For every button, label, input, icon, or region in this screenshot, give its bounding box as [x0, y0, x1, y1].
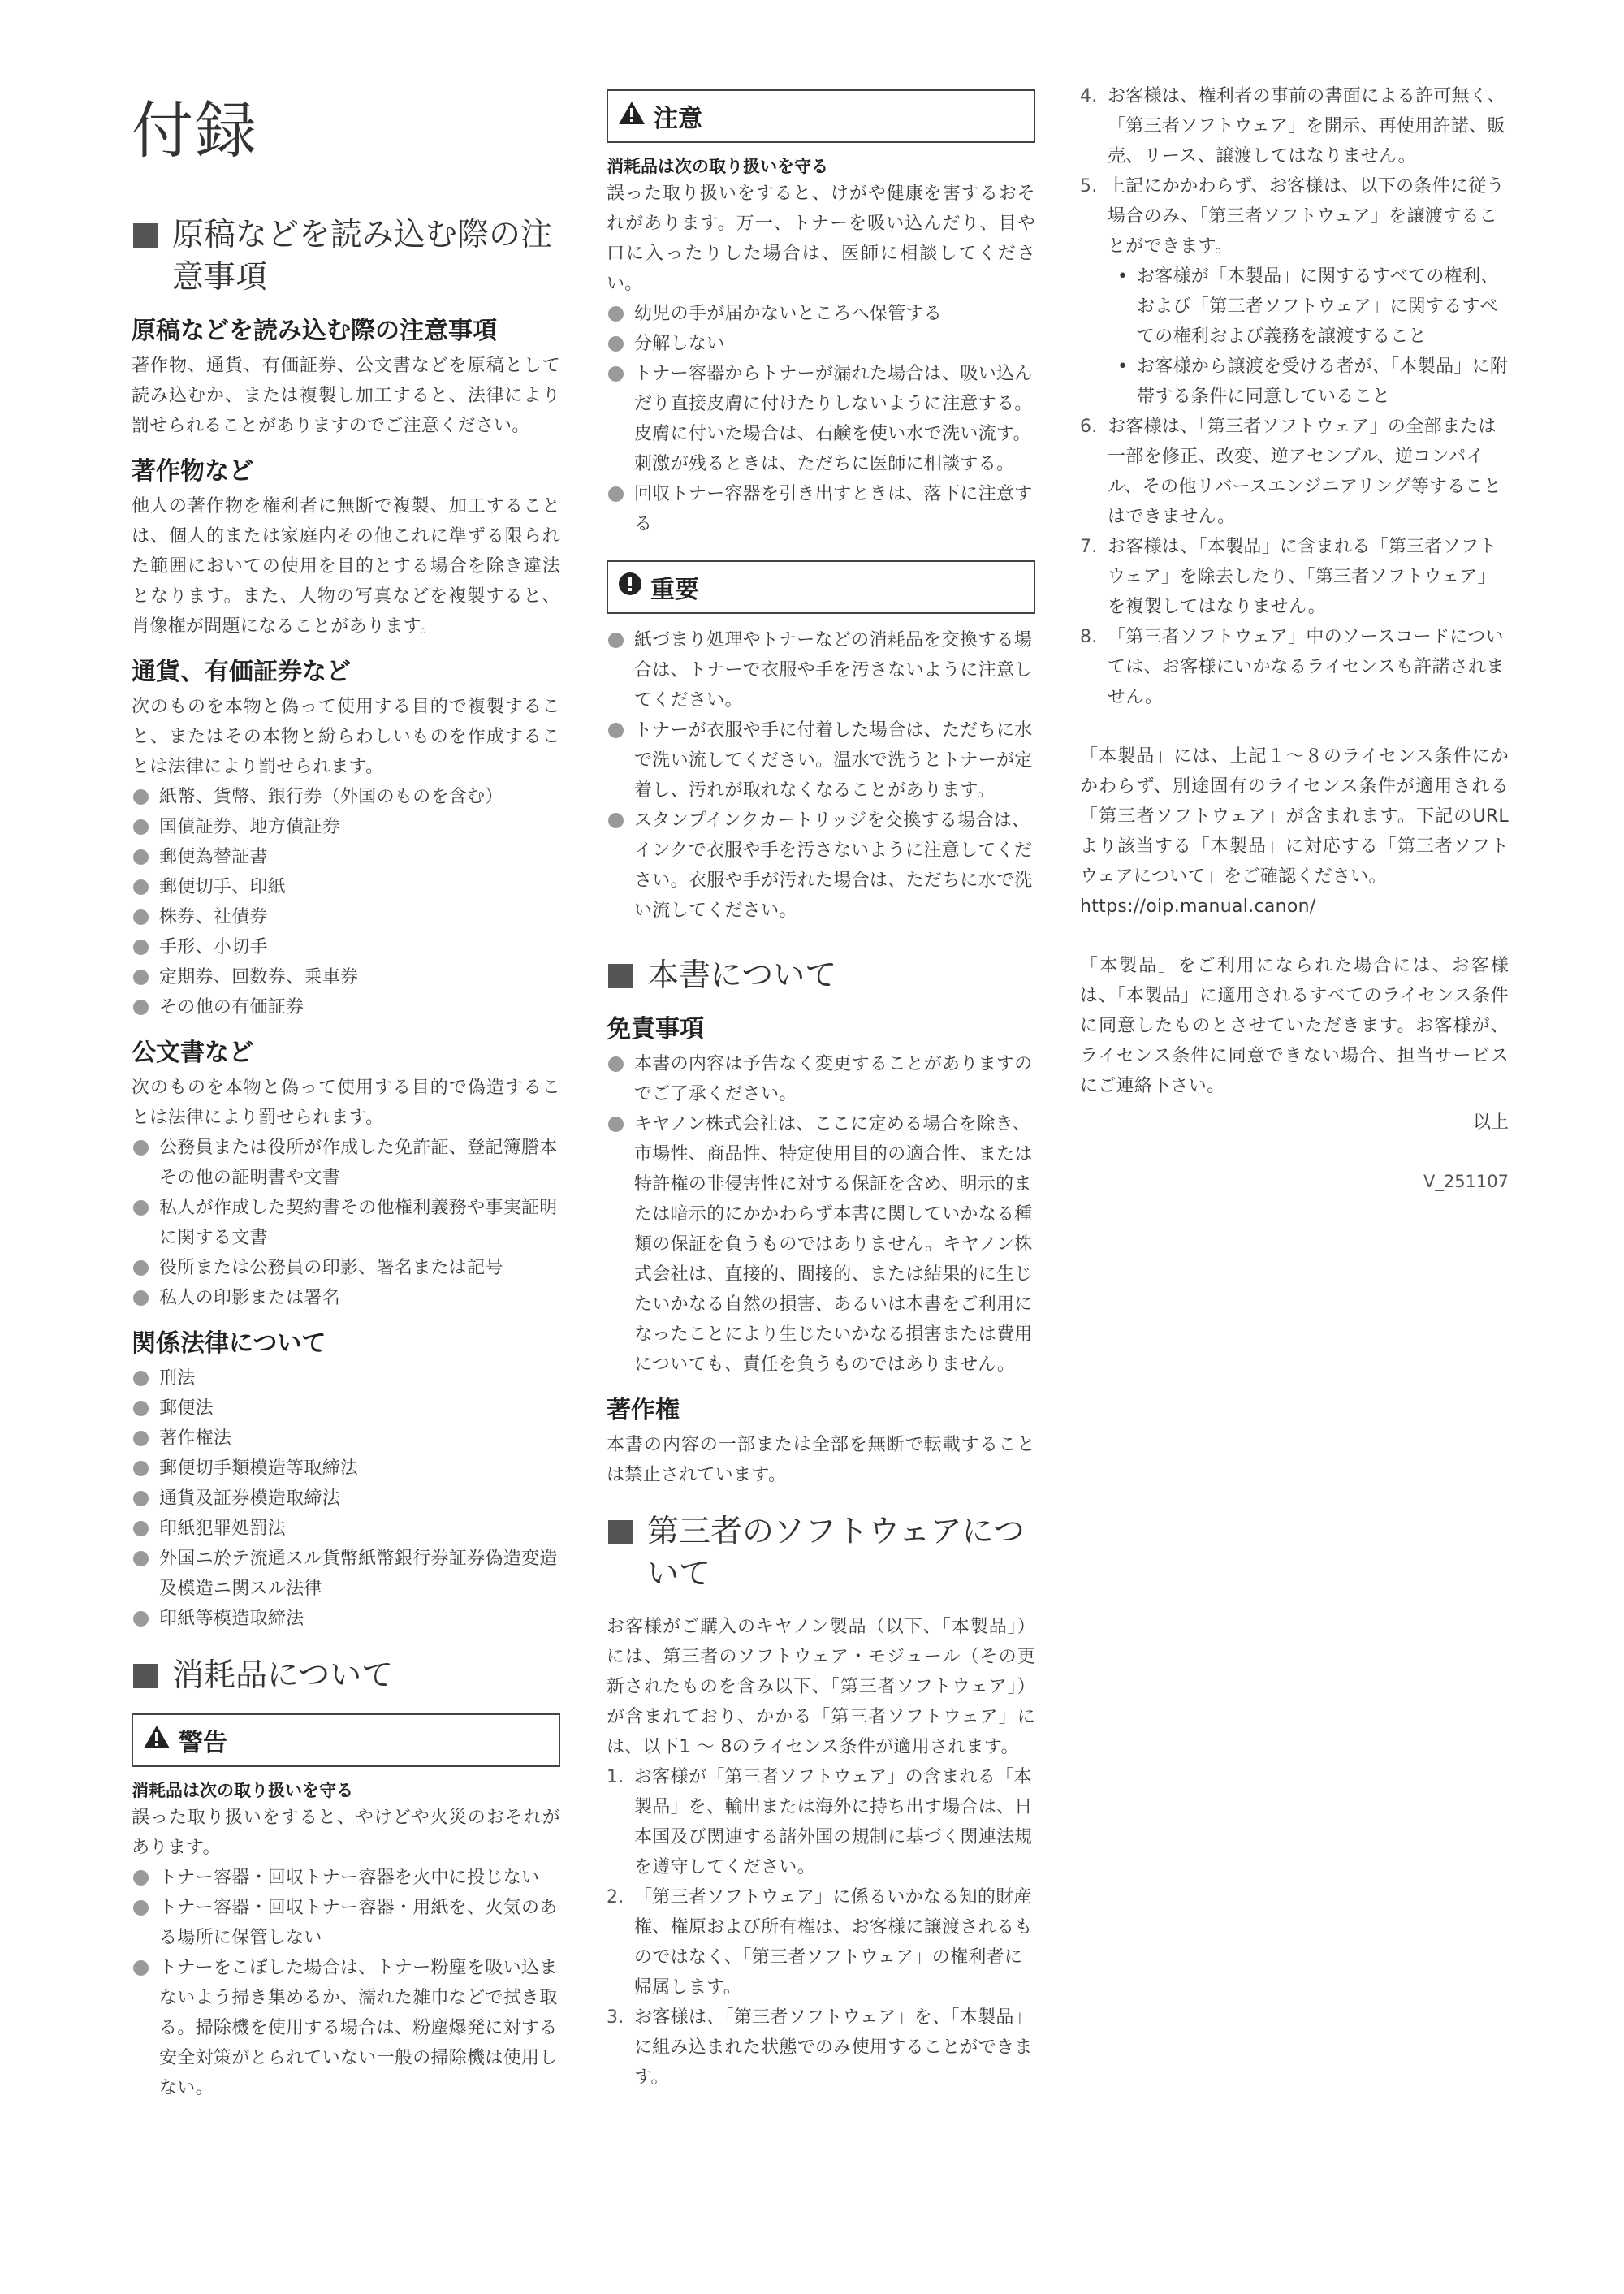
paragraph-warning: 誤った取り扱いをすると、やけどや火災のおそれがあります。 — [132, 1808, 560, 1858]
section-title-scanning: 原稿などを読み込む際の注意事項 — [132, 214, 560, 299]
paragraph-public-documents: 次のものを本物と偽って使用する目的で偽造することは法律により罰せられます。 — [132, 1078, 560, 1128]
heading-scanning-notes: 原稿などを読み込む際の注意事項 — [132, 317, 497, 345]
list-item: 7. お客様は、「本製品」に含まれる「第三者ソフトウェア」を除去したり、「第三者ソフトウェア」を複製してはなりません。 — [1080, 537, 1497, 617]
paragraph-currency: 次のものを本物と偽って使用する目的で複製すること、またはその本物と紛らわしいものを作成することは法律により罰せられます。 — [132, 697, 560, 777]
heading-public-documents: 公文書など — [132, 1039, 253, 1067]
list-item: その他の有価証券 — [132, 992, 560, 1022]
square-marker-icon — [133, 1664, 158, 1688]
license-terms-list-continued — [1080, 81, 1509, 712]
list-item: 国債証券、地方債証券 — [132, 812, 560, 842]
warning-triangle-icon — [618, 101, 646, 132]
heading-warning-handling: 消耗品は次の取り扱いを守る — [132, 1781, 353, 1800]
list-item: 3. お客様は、「第三者ソフトウェア」を、「本製品」に組み込まれた状態でのみ使用することができます。 — [607, 2007, 1033, 2088]
heading-copyright: 著作権 — [607, 1396, 680, 1424]
list-item: 郵便法 — [132, 1393, 560, 1423]
list-item: • お客様が「本製品」に関するすべての権利、および「第三者ソフトウェア」に関するすべての権利および義務を譲渡すること — [1108, 261, 1509, 352]
paragraph-copyrighted-works: 他人の著作物を権利者に無断で複製、加工することは、個人的または家庭内その他これに準ずる限られた範囲においての使用を目的とする場合を除き違法となります。また、人物の写真などを複製すると、肖像権が問題になることがあります。 — [132, 496, 560, 637]
public-documents-list — [132, 1133, 560, 1313]
list-item: トナー容器からトナーが漏れた場合は、吸い込んだり直接皮膚に付けたりしないように注意する。皮膚に付いた場合は、石鹸を使い水で洗い流す。刺激が残るときは、ただちに医師に相談する。 — [607, 359, 1035, 479]
paragraph-license-agreement: 「本製品」をご利用になられた場合には、お客様は、「本製品」に適用されるすべてのライセンス条件に同意したものとさせていただきます。お客様が、ライセンス条件に同意できない場合、担当サービスにご連絡下さい。 — [1080, 956, 1509, 1096]
list-item: 役所または公務員の印影、署名または記号 — [132, 1253, 560, 1283]
exclamation-circle-icon — [618, 572, 642, 603]
list-item: 外国ニ於テ流通スル貨幣紙幣銀行券証券偽造変造及模造ニ関スル法律 — [132, 1544, 560, 1604]
caution-box — [607, 89, 1035, 143]
list-item: 刑法 — [132, 1363, 560, 1393]
list-item: 公務員または役所が作成した免許証、登記簿謄本その他の証明書や文書 — [132, 1133, 560, 1193]
list-item: 6. お客様は、「第三者ソフトウェア」の全部または一部を修正、改変、逆アセンブル、逆コンパイル、その他リバースエンジニアリング等することはできません。 — [1080, 417, 1502, 527]
list-item: 幼児の手が届かないところへ保管する — [607, 299, 1035, 329]
important-list — [607, 625, 1035, 926]
closing-text: 以上 — [1472, 1112, 1509, 1133]
list-item: 株券、社債券 — [132, 902, 560, 932]
disclaimer-list — [607, 1049, 1035, 1380]
list-item: トナー容器・回収トナー容器を火中に投じない — [132, 1863, 560, 1893]
list-item: 本書の内容は予告なく変更することがありますのでご了承ください。 — [607, 1049, 1035, 1109]
column-2 — [607, 81, 1035, 2093]
heading-copyrighted-works: 著作物など — [132, 457, 253, 486]
square-marker-icon — [608, 964, 633, 988]
square-marker-icon — [608, 1520, 633, 1544]
heading-disclaimer: 免責事項 — [607, 1015, 704, 1043]
heading-currency: 通貨、有価証券など — [132, 658, 351, 686]
list-item: 紙幣、貨幣、銀行券（外国のものを含む） — [132, 782, 560, 812]
page-title: 付録 — [132, 94, 258, 166]
list-item: トナーをこぼした場合は、トナー粉塵を吸い込まないよう掃き集めるか、濡れた雑巾などで拭き取る。掃除機を使用する場合は、粉塵爆発に対する安全対策がとられていない一般の掃除機は使用しない。 — [132, 1953, 560, 2103]
list-item: • お客様から譲渡を受ける者が、「本製品」に附帯する条件に同意していること — [1108, 352, 1509, 412]
list-item: 定期券、回数券、乗車券 — [132, 962, 560, 992]
caution-label: 注意 — [654, 105, 702, 133]
section-title-about-manual: 本書について — [607, 955, 1035, 997]
important-box — [607, 560, 1035, 614]
important-label: 重要 — [650, 576, 699, 604]
list-item: 私人の印影または署名 — [132, 1283, 560, 1313]
list-item: 紙づまり処理やトナーなどの消耗品を交換する場合は、トナーで衣服や手を汚さないように注意してください。 — [607, 625, 1035, 715]
column-3 — [1080, 81, 1509, 1197]
list-item: 2. 「第三者ソフトウェア」に係るいかなる知的財産権、権原および所有権は、お客様に譲渡されるものではなく、「第三者ソフトウェア」の権利者に帰属します。 — [607, 1887, 1033, 1998]
heading-caution-handling: 消耗品は次の取り扱いを守る — [607, 157, 828, 176]
list-item: 印紙犯罪処罰法 — [132, 1514, 560, 1544]
list-item: 著作権法 — [132, 1423, 560, 1454]
caution-list — [607, 299, 1035, 539]
paragraph-copyright: 本書の内容の一部または全部を無断で転載することは禁止されています。 — [607, 1435, 1035, 1485]
list-item: 郵便切手類模造等取締法 — [132, 1454, 560, 1484]
currency-list — [132, 782, 560, 1022]
list-item: スタンプインクカートリッジを交換する場合は、インクで衣服や手を汚さないように注意してください。衣服や手が汚れた場合は、ただちに水で洗い流してください。 — [607, 806, 1035, 926]
paragraph-scanning-notes: 著作物、通貨、有価証券、公文書などを原稿として読み込むか、または複製し加工すると、法律により罰せられることがありますのでご注意ください。 — [132, 356, 560, 436]
list-item: トナー容器・回収トナー容器・用紙を、火気のある場所に保管しない — [132, 1893, 560, 1953]
list-item: 通貨及証券模造取締法 — [132, 1484, 560, 1514]
list-item: 手形、小切手 — [132, 932, 560, 962]
list-item: 郵便切手、印紙 — [132, 872, 560, 902]
section-title-third-party-software: 第三者のソフトウェアについて — [607, 1511, 1035, 1596]
list-item: 4. お客様は、権利者の事前の書面による許可無く、「第三者ソフトウェア」を開示、再使用許諾、販売、リース、譲渡してはなりません。 — [1080, 86, 1506, 166]
heading-related-laws: 関係法律について — [132, 1329, 326, 1358]
list-item: 8. 「第三者ソフトウェア」中のソースコードについては、お客様にいかなるライセンスも許諾されません。 — [1080, 627, 1505, 707]
license-sub-list — [1108, 261, 1509, 412]
license-terms-list — [607, 1762, 1035, 2093]
list-item: トナーが衣服や手に付着した場合は、ただちに水で洗い流してください。温水で洗うとトナーが定着し、汚れが取れなくなることがあります。 — [607, 715, 1035, 806]
license-url[interactable]: https://oip.manual.canon/ — [1080, 896, 1316, 917]
list-item: キヤノン株式会社は、ここに定める場合を除き、市場性、商品性、特定使用目的の適合性、または特許権の非侵害性に対する保証を含め、明示的または暗示的にかかわらず本書に関していかなる種類の保証を負うものではありません。キヤノン株式会社は、直接的、間接的、または結果的に生じたいかなる自然の損害、あるいは本書をご利用になったことにより生じたいかなる損害または費用についても、責任を負うものではありません。 — [607, 1109, 1035, 1380]
list-item: 郵便為替証書 — [132, 842, 560, 872]
version-number: V_251107 — [1423, 1172, 1509, 1191]
list-item: 回収トナー容器を引き出すときは、落下に注意する — [607, 479, 1035, 539]
warning-list — [132, 1863, 560, 2103]
list-item: 印紙等模造取締法 — [132, 1604, 560, 1634]
warning-box — [132, 1713, 560, 1767]
warning-label: 警告 — [179, 1729, 227, 1757]
list-item: 5. 上記にかかわらず、お客様は、以下の条件に従う場合のみ、「第三者ソフトウェア」を譲渡することができます。 • お客様が「本製品」に関するすべての権利、および「第三者ソフトウェア」に関するすべての権利および義務を譲渡すること • お客様から譲渡を受ける者が、「本製品」に附帯する条件に同意していること — [1080, 171, 1509, 412]
square-marker-icon — [133, 223, 158, 248]
list-item: 私人が作成した契約書その他権利義務や事実証明に関する文書 — [132, 1193, 560, 1253]
list-item: 分解しない — [607, 329, 1035, 359]
paragraph-license-note: 「本製品」には、上記１～８のライセンス条件にかかわらず、別途固有のライセンス条件が適用される「第三者ソフトウェア」が含まれます。下記のURLより該当する「本製品」に対応する「第三者ソフトウェアについて」をご確認ください。 — [1080, 746, 1509, 887]
column-1 — [132, 81, 560, 2103]
warning-triangle-icon — [143, 1725, 171, 1756]
paragraph-third-party-intro: お客様がご購入のキヤノン製品（以下、「本製品」）には、第三者のソフトウェア・モジュール（その更新されたものを含み以下、「第三者ソフトウェア」）が含まれており、かかる「第三者ソフトウェア」には、以下1 ～ 8のライセンス条件が適用されます。 — [607, 1617, 1035, 1757]
paragraph-caution: 誤った取り扱いをすると、けがや健康を害するおそれがあります。万一、トナーを吸い込んだり、目や口に入ったりした場合は、医師に相談してください。 — [607, 184, 1035, 294]
section-title-consumables: 消耗品について — [132, 1655, 560, 1697]
list-item: 1. お客様が「第三者ソフトウェア」の含まれる「本製品」を、輸出または海外に持ち出す場合は、日本国及び関連する諸外国の規制に基づく関連法規を遵守してください。 — [607, 1767, 1033, 1877]
related-laws-list — [132, 1363, 560, 1634]
